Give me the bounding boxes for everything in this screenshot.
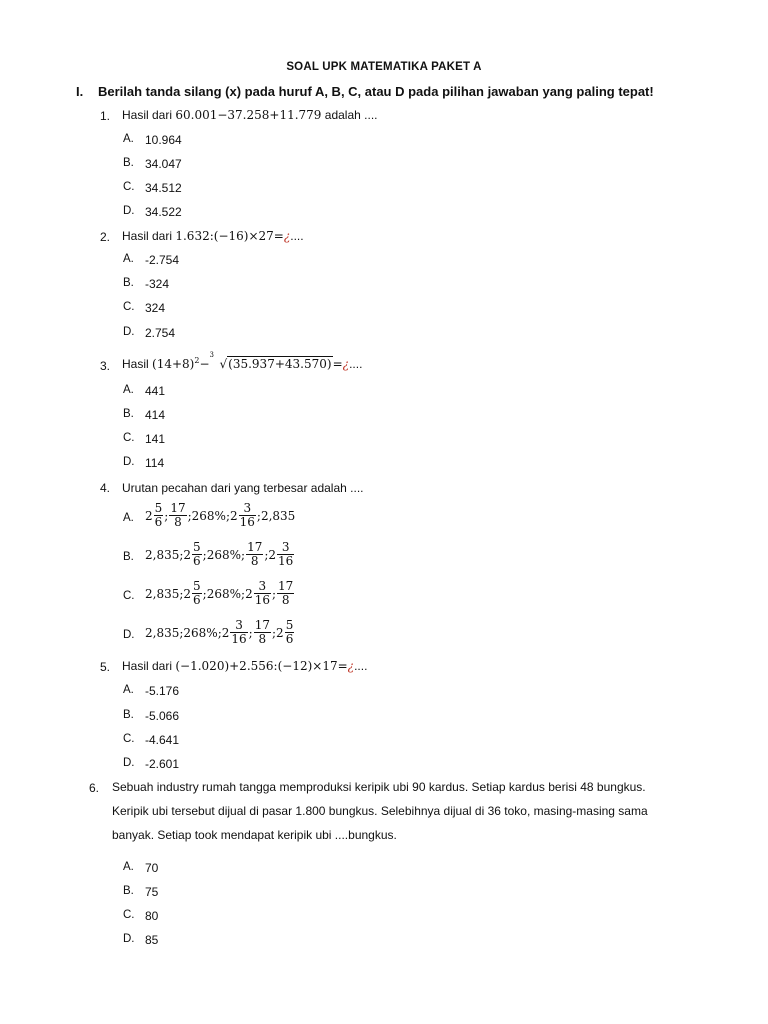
section-instruction: Berilah tanda silang (x) pada huruf A, B, C, atau D pada pilihan jawaban yang paling tepat! (98, 84, 654, 99)
question-1-number: 1. (100, 109, 111, 123)
denominator: 16 (231, 632, 247, 646)
question-2-text (122, 229, 304, 243)
fraction (277, 541, 294, 568)
q6-option-c-letter[interactable]: C. (123, 909, 135, 921)
q6-option-a-text: 70 (145, 861, 159, 875)
q3-option-b-text: 414 (145, 408, 166, 422)
fraction (192, 580, 202, 607)
denominator: 6 (285, 632, 294, 646)
q5-option-b-text: -5.066 (145, 709, 180, 723)
denominator: 16 (278, 554, 294, 568)
section-number: I. (76, 84, 84, 99)
denominator: 8 (174, 515, 182, 529)
q3-option-b-letter[interactable]: B. (123, 408, 134, 420)
q2-option-d-text: 2.754 (145, 326, 176, 340)
q4-option-d-fractions (145, 619, 295, 646)
q4-option-a-fractions (145, 502, 295, 529)
numerator: 3 (254, 580, 271, 594)
fraction (254, 580, 271, 607)
q5-option-a-letter[interactable]: A. (123, 684, 134, 696)
question-6-text: Sebuah industry rumah tangga memproduksi keripik ubi 90 kardus. Setiap kardus berisi 48 bungkus. Keripik ubi tersebut dijual di pasar 1.800 bungkus. Selebihnya dijual di 36 toko, masing-masing sama banyak. Setiap took mendapat keripik ubi ....bungkus. (112, 780, 648, 842)
denominator: 6 (193, 593, 201, 607)
q4-option-d-letter[interactable]: D. (123, 629, 135, 641)
q2-option-a-text: -2.754 (145, 253, 180, 267)
q5-option-b-letter[interactable]: B. (123, 709, 134, 721)
fraction (169, 502, 186, 529)
q1-option-c-text: 34.512 (145, 181, 182, 195)
question-3-minus: − (199, 357, 210, 371)
q3-option-c-text: 141 (145, 432, 166, 446)
question-1-expression: 60.001−37.258+11.779 (175, 108, 322, 122)
question-5-text (122, 659, 367, 673)
q5-option-c-text: -4.641 (145, 733, 180, 747)
q6-option-b-text: 75 (145, 885, 159, 899)
question-5-placeholder-mark: ¿ (347, 659, 355, 673)
question-3-base: (14+8) (152, 357, 195, 371)
numerator: 17 (170, 501, 186, 515)
question-5-expression: (−1.020)+2.556:(−12)×17= (175, 659, 348, 673)
numerator: 5 (193, 579, 201, 593)
fraction (254, 619, 271, 646)
denominator: 6 (154, 515, 163, 529)
q6-option-d-text: 85 (145, 933, 159, 947)
numerator: 5 (193, 540, 201, 554)
q4-option-a-letter[interactable]: A. (123, 512, 134, 524)
q2-option-c-letter[interactable]: C. (123, 301, 135, 313)
question-3-radicand: (35.937+43.570) (228, 357, 332, 371)
numerator: 17 (247, 540, 263, 554)
q6-option-a-letter[interactable]: A. (123, 861, 134, 873)
question-3-prefix: Hasil (122, 357, 149, 371)
numerator: 3 (230, 619, 247, 633)
question-2-expression: 1.632:(−16)×27= (175, 229, 284, 243)
question-3-text (122, 351, 363, 371)
numerator: 17 (278, 579, 294, 593)
q1-option-d-letter[interactable]: D. (123, 205, 135, 217)
q5-option-d-letter[interactable]: D. (123, 757, 135, 769)
q6-option-c-text: 80 (145, 909, 159, 923)
question-2-prefix: Hasil dari (122, 229, 173, 243)
question-5-prefix: Hasil dari (122, 659, 173, 673)
question-3-exponent: 2 (194, 356, 200, 365)
separator: ;2,835 (256, 508, 296, 523)
denominator: 16 (254, 593, 270, 607)
q6-option-b-letter[interactable]: B. (123, 885, 134, 897)
q2-option-b-text: -324 (145, 277, 170, 291)
fraction (192, 541, 202, 568)
separator: ; (164, 508, 169, 523)
separator: ;268%;2 (202, 586, 253, 601)
q5-option-c-letter[interactable]: C. (123, 733, 135, 745)
numerator: 5 (154, 501, 163, 515)
separator: ;268%; (202, 547, 246, 562)
fraction (277, 580, 294, 607)
document-title: SOAL UPK MATEMATIKA PAKET A (286, 61, 482, 73)
q4-option-b-letter[interactable]: B. (123, 551, 134, 563)
numerator: 3 (239, 502, 256, 516)
separator: ; (248, 625, 253, 640)
q2-option-a-letter[interactable]: A. (123, 253, 134, 265)
q6-option-d-letter[interactable]: D. (123, 933, 135, 945)
fraction (285, 619, 295, 646)
q3-option-d-text: 114 (145, 456, 165, 470)
q3-option-a-text: 441 (145, 384, 166, 398)
numerator: 3 (277, 541, 294, 555)
q1-option-d-text: 34.522 (145, 205, 182, 219)
leading-values: 2,835;2 (145, 547, 192, 562)
q2-option-c-text: 324 (145, 301, 166, 315)
question-1-prefix: Hasil dari (122, 108, 173, 122)
question-2-suffix: .... (290, 229, 304, 243)
question-1-text (122, 108, 378, 122)
q2-option-b-letter[interactable]: B. (123, 277, 134, 289)
question-3-number: 3. (100, 359, 111, 373)
question-6-number: 6. (89, 781, 100, 795)
question-2-placeholder-mark: ¿ (283, 229, 291, 243)
fraction (230, 619, 247, 646)
denominator: 16 (239, 515, 255, 529)
q3-option-d-letter[interactable]: D. (123, 456, 135, 468)
question-4-number: 4. (100, 481, 111, 495)
denominator: 8 (258, 632, 267, 646)
q1-option-a-text: 10.964 (145, 133, 182, 147)
q5-option-d-text: -2.601 (145, 757, 180, 771)
question-3-equals: = (332, 357, 343, 371)
q1-option-c-letter[interactable]: C. (123, 181, 135, 193)
q1-option-a-letter[interactable]: A. (123, 133, 134, 145)
question-5-number: 5. (100, 660, 111, 674)
question-1-suffix: adalah .... (324, 108, 378, 122)
leading-values: 2,835;268%;2 (145, 625, 230, 640)
denominator: 8 (250, 554, 259, 568)
q4-option-c-letter[interactable]: C. (123, 590, 135, 602)
q3-option-a-letter[interactable]: A. (123, 384, 134, 396)
q4-option-b-fractions (145, 541, 295, 568)
question-3-placeholder-mark: ¿ (342, 357, 350, 371)
question-2-number: 2. (100, 230, 111, 244)
separator: ;2 (272, 625, 284, 640)
q4-option-c-fractions (145, 580, 295, 607)
numerator: 17 (254, 618, 270, 632)
question-4-text: Urutan pecahan dari yang terbesar adalah .... (122, 481, 364, 495)
fraction (239, 502, 256, 529)
mixed-whole: 2 (145, 508, 153, 523)
numerator: 5 (285, 618, 294, 632)
fraction (246, 541, 263, 568)
q1-option-b-letter[interactable]: B. (123, 157, 134, 169)
q1-option-b-text: 34.047 (145, 157, 182, 171)
question-3-suffix: .... (349, 357, 363, 371)
denominator: 6 (193, 554, 201, 568)
separator: ; (271, 586, 277, 601)
cube-root-index: 3 (209, 351, 214, 359)
q2-option-d-letter[interactable]: D. (123, 326, 135, 338)
question-5-suffix: .... (354, 659, 368, 673)
separator: ;268%;2 (187, 508, 238, 523)
cube-root-sign: 3 √(35.937+43.570) (209, 351, 332, 371)
q5-option-a-text: -5.176 (145, 684, 180, 698)
leading-values: 2,835;2 (145, 586, 192, 601)
separator: ;2 (264, 547, 277, 562)
fraction (154, 502, 164, 529)
q3-option-c-letter[interactable]: C. (123, 432, 135, 444)
denominator: 8 (281, 593, 290, 607)
